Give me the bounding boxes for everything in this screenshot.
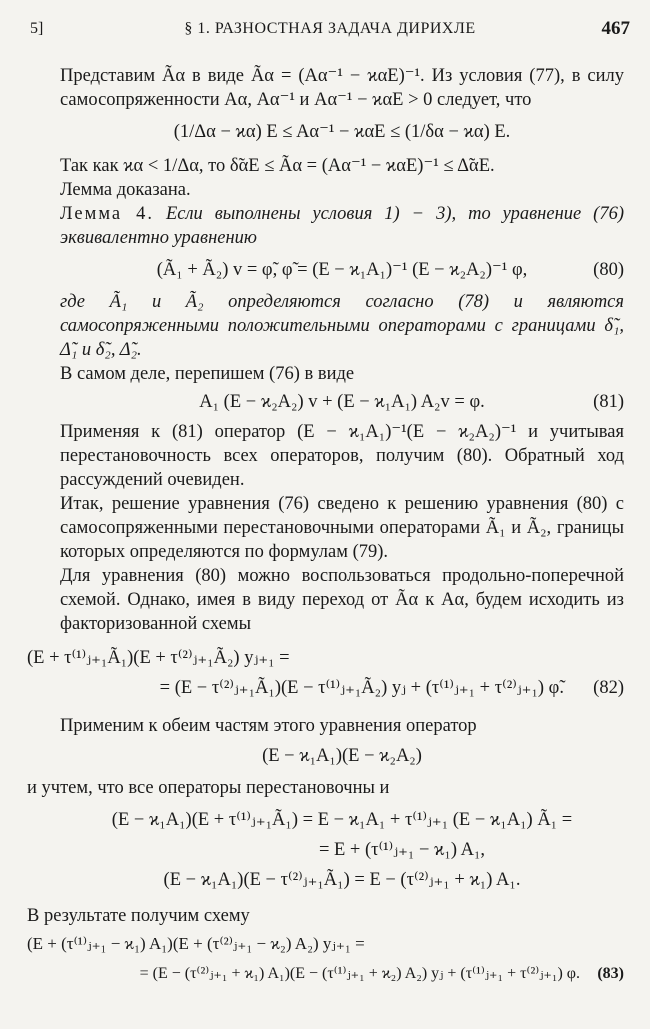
page-body xyxy=(27,64,624,992)
page-number: 467 xyxy=(601,18,630,39)
paragraph-where: где Ã₁ и Ã₂ определяются согласно (78) и являются самосопряженными положительными операторами с границами δ̃₁, Δ̃₁ и δ̃₂, Δ̃₂. xyxy=(60,292,624,360)
lemma-4-label: Лемма 4. xyxy=(60,204,154,224)
paragraph-for-equation: Для уравнения (80) можно воспользоваться продольно-поперечной схемой. Однако, имея в виду переход от Ãα к Aα, будем исходить из факторизованной схемы xyxy=(60,566,624,634)
equation-83-body: = (E − (τ⁽²⁾ⱼ₊₁ + ϰ₁) A₁)(E − (τ⁽¹⁾ⱼ₊₁ + ϰ₂) A₂) yⱼ + (τ⁽¹⁾ⱼ₊₁ + τ⁽²⁾ⱼ₊₁) φ. xyxy=(139,965,580,982)
equation-83-line2 xyxy=(27,962,624,986)
equation-identity-3: (E − ϰ₁A₁)(E − τ⁽²⁾ⱼ₊₁Ã₁) = E − (τ⁽²⁾ⱼ₊₁ + ϰ₁) A₁. xyxy=(163,870,521,890)
equation-82-number: (82) xyxy=(593,678,624,698)
paragraph-represent: Представим Ãα в виде Ãα = (Aα⁻¹ − ϰαE)⁻¹. Из условия (77), в силу самосопряженности Aα, Aα⁻¹ и Aα⁻¹ − ϰαE > 0 следует, что xyxy=(60,66,624,110)
equation-82-line2 xyxy=(60,676,624,700)
equation-82-line1: (E + τ⁽¹⁾ⱼ₊₁Ã₁)(E + τ⁽²⁾ⱼ₊₁Ã₂) yⱼ₊₁ = xyxy=(27,648,290,668)
lemma-proved: Лемма доказана. xyxy=(60,180,191,200)
paragraph-note: и учтем, что все операторы перестановочны и xyxy=(27,778,390,798)
equation-bounds: (1/Δα − ϰα) E ≤ Aα⁻¹ − ϰαE ≤ (1/δα − ϰα) E. xyxy=(173,122,511,142)
equation-80-number: (80) xyxy=(593,260,624,280)
chapter-marker: 5] xyxy=(30,20,44,37)
equation-83-number: (83) xyxy=(597,965,624,982)
paragraph-result: В результате получим схему xyxy=(27,906,250,926)
section-title: § 1. РАЗНОСТНАЯ ЗАДАЧА ДИРИХЛЕ xyxy=(184,20,476,37)
equation-81 xyxy=(60,390,624,414)
equation-identity-2: = E + (τ⁽¹⁾ⱼ₊₁ − ϰ₁) A₁, xyxy=(318,840,486,860)
lemma-4-statement: Если выполнены условия 1) − 3), то уравнение (76) эквивалентно уравнению xyxy=(60,204,624,248)
lemma-4 xyxy=(60,202,624,250)
equation-83-line1: (E + (τ⁽¹⁾ⱼ₊₁ − ϰ₁) A₁)(E + (τ⁽²⁾ⱼ₊₁ − ϰ₂) A₂) yⱼ₊₁ = xyxy=(27,934,365,953)
paragraph-indeed: В самом деле, перепишем (76) в виде xyxy=(60,364,355,384)
paragraph-applying: Применяя к (81) оператор (E − ϰ₁A₁)⁻¹(E − ϰ₂A₂)⁻¹ и учитывая перестановочность всех операторов, получим (80). Обратный ход рассуждений очевиден. xyxy=(60,422,624,490)
equation-81-body: A₁ (E − ϰ₂A₂) v + (E − ϰ₁A₁) A₂v = φ. xyxy=(199,392,485,412)
paragraph-apply: Применим к обеим частям этого уравнения оператор xyxy=(60,716,477,736)
equation-82-body: = (E − τ⁽²⁾ⱼ₊₁Ã₁)(E − τ⁽¹⁾ⱼ₊₁Ã₂) yⱼ + (τ⁽¹⁾ⱼ₊₁ + τ⁽²⁾ⱼ₊₁) φ̃. xyxy=(159,678,564,698)
running-header xyxy=(30,18,630,44)
equation-80-body: (Ã₁ + Ã₂) v = φ̃, φ̃ = (E − ϰ₁A₁)⁻¹ (E − ϰ₂A₂)⁻¹ φ, xyxy=(156,260,528,280)
paragraph-since: Так как ϰα < 1/Δα, то δ̃αE ≤ Ãα = (Aα⁻¹ − ϰαE)⁻¹ ≤ Δ̃αE. xyxy=(60,156,495,176)
equation-81-number: (81) xyxy=(593,392,624,412)
equation-identity-1: (E − ϰ₁A₁)(E + τ⁽¹⁾ⱼ₊₁Ã₁) = E − ϰ₁A₁ + τ⁽¹⁾ⱼ₊₁ (E − ϰ₁A₁) Ã₁ = xyxy=(111,810,573,830)
paragraph-thus: Итак, решение уравнения (76) сведено к решению уравнения (80) с самосопряженными перестановочными операторами Ã₁ и Ã₂, границы которых определяются по формулам (79). xyxy=(60,494,624,562)
equation-operator: (E − ϰ₁A₁)(E − ϰ₂A₂) xyxy=(262,746,422,766)
equation-80 xyxy=(60,258,624,282)
